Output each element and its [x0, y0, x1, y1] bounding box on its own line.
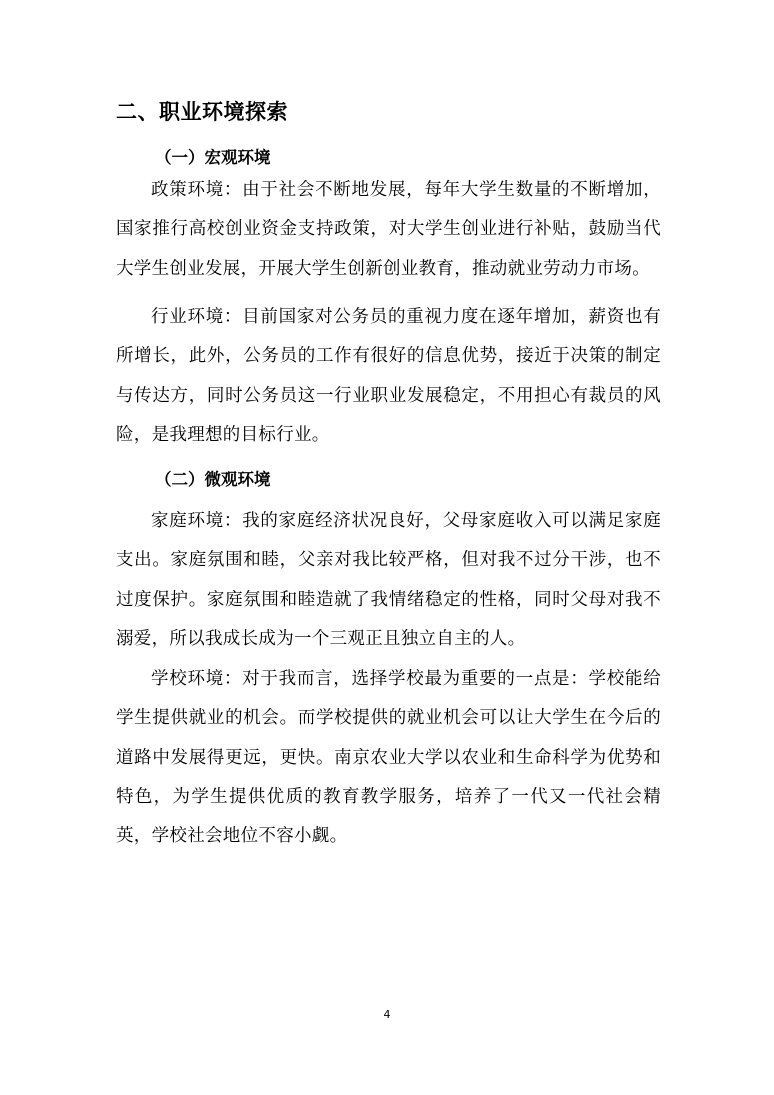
section-title: 二、职业环境探索: [116, 100, 288, 124]
paragraph-industry-environment: 行业环境：目前国家对公务员的重视力度在逐年增加，薪资也有所增长，此外，公务员的工作有很好的信息优势，接近于决策的制定与传达方，同时公务员这一行业职业发展稳定，不用担心有裁员的风险，是我理想的目标行业。: [116, 307, 661, 445]
subsection-title-macro: （一）宏观环境: [155, 148, 271, 167]
subsection-title-micro: （二）微观环境: [155, 470, 271, 489]
paragraph-family-environment: 家庭环境：我的家庭经济状况良好，父母家庭收入可以满足家庭支出。家庭氛围和睦，父亲对我比较严格，但对我不过分干涉，也不过度保护。家庭氛围和睦造就了我情绪稳定的性格，同时父母对我不溺爱，所以我成长成为一个三观正且独立自主的人。: [116, 511, 661, 649]
paragraph-policy-environment: 政策环境：由于社会不断地发展，每年大学生数量的不断增加，国家推行高校创业资金支持政策，对大学生创业进行补贴，鼓励当代大学生创业发展，开展大学生创新创业教育，推动就业劳动力市场。: [116, 180, 661, 279]
paragraph-school-environment: 学校环境：对于我而言，选择学校最为重要的一点是：学校能给学生提供就业的机会。而学校提供的就业机会可以让大学生在今后的道路中发展得更远，更快。南京农业大学以农业和生命科学为优势和特色，为学生提供优质的教育教学服务，培养了一代又一代社会精英，学校社会地位不容小觑。: [116, 669, 661, 847]
page-number: 4: [383, 1008, 391, 1021]
